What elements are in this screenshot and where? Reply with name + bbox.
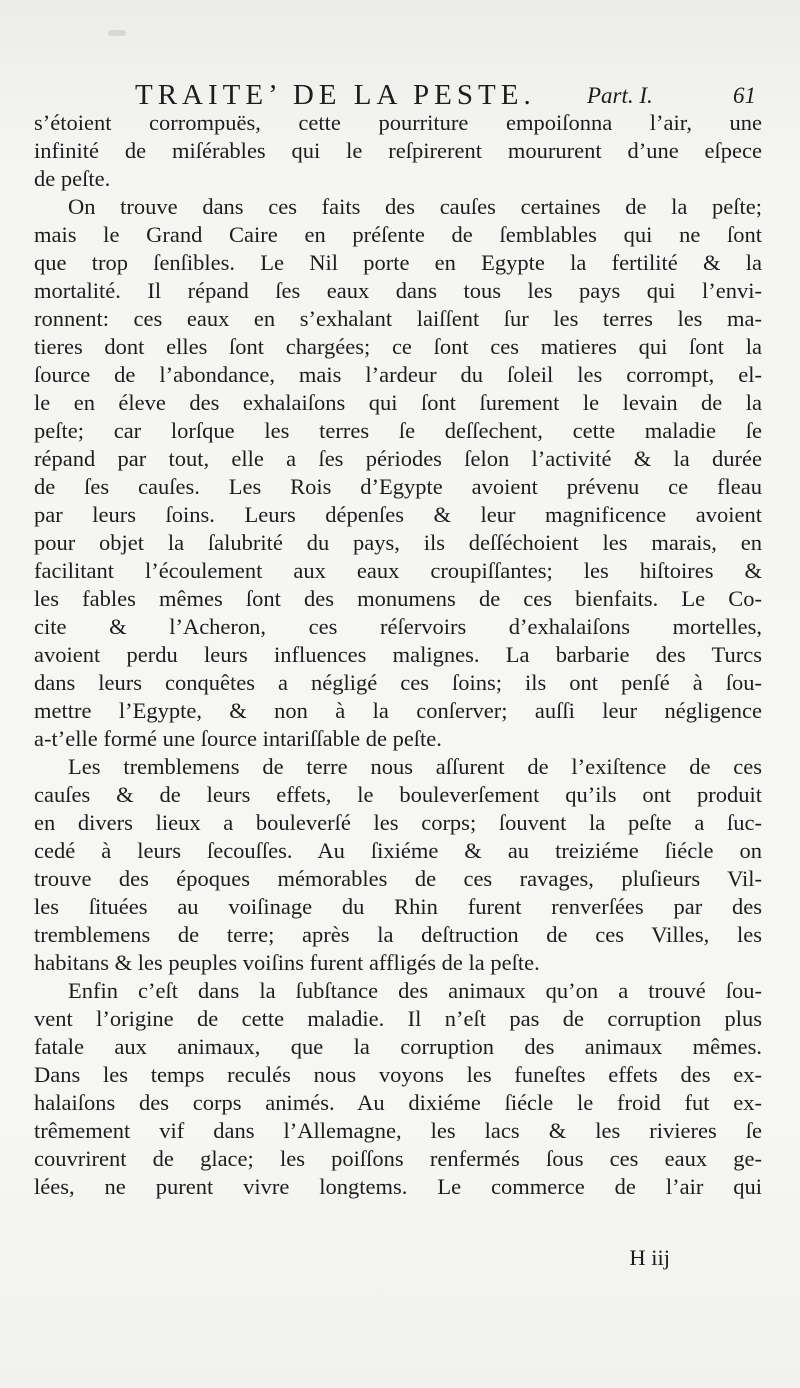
page-number: 61 <box>733 83 756 108</box>
text-line: avoient perdu leurs influences malignes. La barbarie des Turcs <box>34 642 762 667</box>
text-line: en divers lieux a bouleverſé les corps; ſouvent la peſte a ſuc- <box>34 810 762 835</box>
text-line: cauſes & de leurs effets, le bouleverſement qu’ils ont produit <box>34 782 762 807</box>
text-line: halaiſons des corps animés. Au dixiéme ſiécle le froid fut ex- <box>34 1090 762 1115</box>
text-line: peſte; car lorſque les terres ſe deſſechent, cette maladie ſe <box>34 418 762 443</box>
text-line: ſource de l’abondance, mais l’ardeur du ſoleil les corrompt, el- <box>34 362 762 387</box>
text-line: par leurs ſoins. Leurs dépenſes & leur magnificence avoient <box>34 502 762 527</box>
text-line: ronnent: ces eaux en s’exhalant laiſſent ſur les terres les ma- <box>34 306 762 331</box>
text-line: les ſituées au voiſinage du Rhin furent renverſées par des <box>34 894 762 919</box>
text-line: mettre l’Egypte, & non à la conſerver; auſſi leur négligence <box>34 698 762 723</box>
text-line: cite & l’Acheron, ces réſervoirs d’exhalaiſons mortelles, <box>34 614 762 639</box>
text-line: les fables mêmes ſont des monumens de ces bienfaits. Le Co- <box>34 586 762 611</box>
text-line: Les tremblemens de terre nous aſſurent de l’exiſtence de ces <box>68 754 762 779</box>
text-line: a-t’elle formé une ſource intariſſable de peſte. <box>34 726 442 751</box>
page-footer <box>34 1244 762 1272</box>
text-line: tieres dont elles ſont chargées; ce ſont ces matieres qui ſont la <box>34 334 762 359</box>
text-line: lées, ne purent vivre longtems. Le commerce de l’air qui <box>34 1174 762 1199</box>
text-line: le en éleve des exhalaiſons qui ſont ſurement le levain de la <box>34 390 762 415</box>
text-line: trêmement vif dans l’Allemagne, les lacs & les rivieres ſe <box>34 1118 762 1143</box>
text-line: habitans & les peuples voiſins furent affligés de la peſte. <box>34 950 540 975</box>
body-text <box>34 109 762 1201</box>
text-line: que trop ſenſibles. Le Nil porte en Egypte la fertilité & la <box>34 250 762 275</box>
text-line: On trouve dans ces faits des cauſes certaines de la peſte; <box>68 194 762 219</box>
text-line: mortalité. Il répand ſes eaux dans tous les pays qui l’envi- <box>34 278 762 303</box>
text-line: dans leurs conquêtes a négligé ces ſoins; ils ont penſé à ſou- <box>34 670 762 695</box>
text-line: vent l’origine de cette maladie. Il n’eſt pas de corruption plus <box>34 1006 762 1031</box>
running-title: TRAITE’ DE LA PESTE. <box>135 79 536 111</box>
text-line: s’étoient corrompuës, cette pourriture empoiſonna l’air, une <box>34 110 762 135</box>
text-line: tremblemens de terre; après la deſtruction de ces Villes, les <box>34 922 762 947</box>
signature-mark: H iij <box>629 1245 670 1270</box>
text-line: mais le Grand Caire en préſente de ſemblables qui ne ſont <box>34 222 762 247</box>
text-line: répand par tout, elle a ſes périodes ſelon l’activité & la durée <box>34 446 762 471</box>
text-line: fatale aux animaux, que la corruption des animaux mêmes. <box>34 1034 762 1059</box>
text-line: trouve des époques mémorables de ces ravages, pluſieurs Vil- <box>34 866 762 891</box>
text-line: cedé à leurs ſecouſſes. Au ſixiéme & au treiziéme ſiécle on <box>34 838 762 863</box>
part-label: Part. I. <box>587 83 653 108</box>
text-line: de peſte. <box>34 166 111 191</box>
page-blemish <box>108 30 126 36</box>
text-line: couvrirent de glace; les poiſſons renfermés ſous ces eaux ge- <box>34 1146 762 1171</box>
text-line: Dans les temps reculés nous voyons les funeſtes effets des ex- <box>34 1062 762 1087</box>
text-line: de ſes cauſes. Les Rois d’Egypte avoient prévenu ce fleau <box>34 474 762 499</box>
text-line: Enfin c’eſt dans la ſubſtance des animaux qu’on a trouvé ſou- <box>68 978 762 1003</box>
text-line: facilitant l’écoulement aux eaux croupiſſantes; les hiſtoires & <box>34 558 762 583</box>
text-line: pour objet la ſalubrité du pays, ils deſſéchoient les marais, en <box>34 530 762 555</box>
text-line: infinité de miſérables qui le reſpirerent moururent d’une eſpece <box>34 138 762 163</box>
